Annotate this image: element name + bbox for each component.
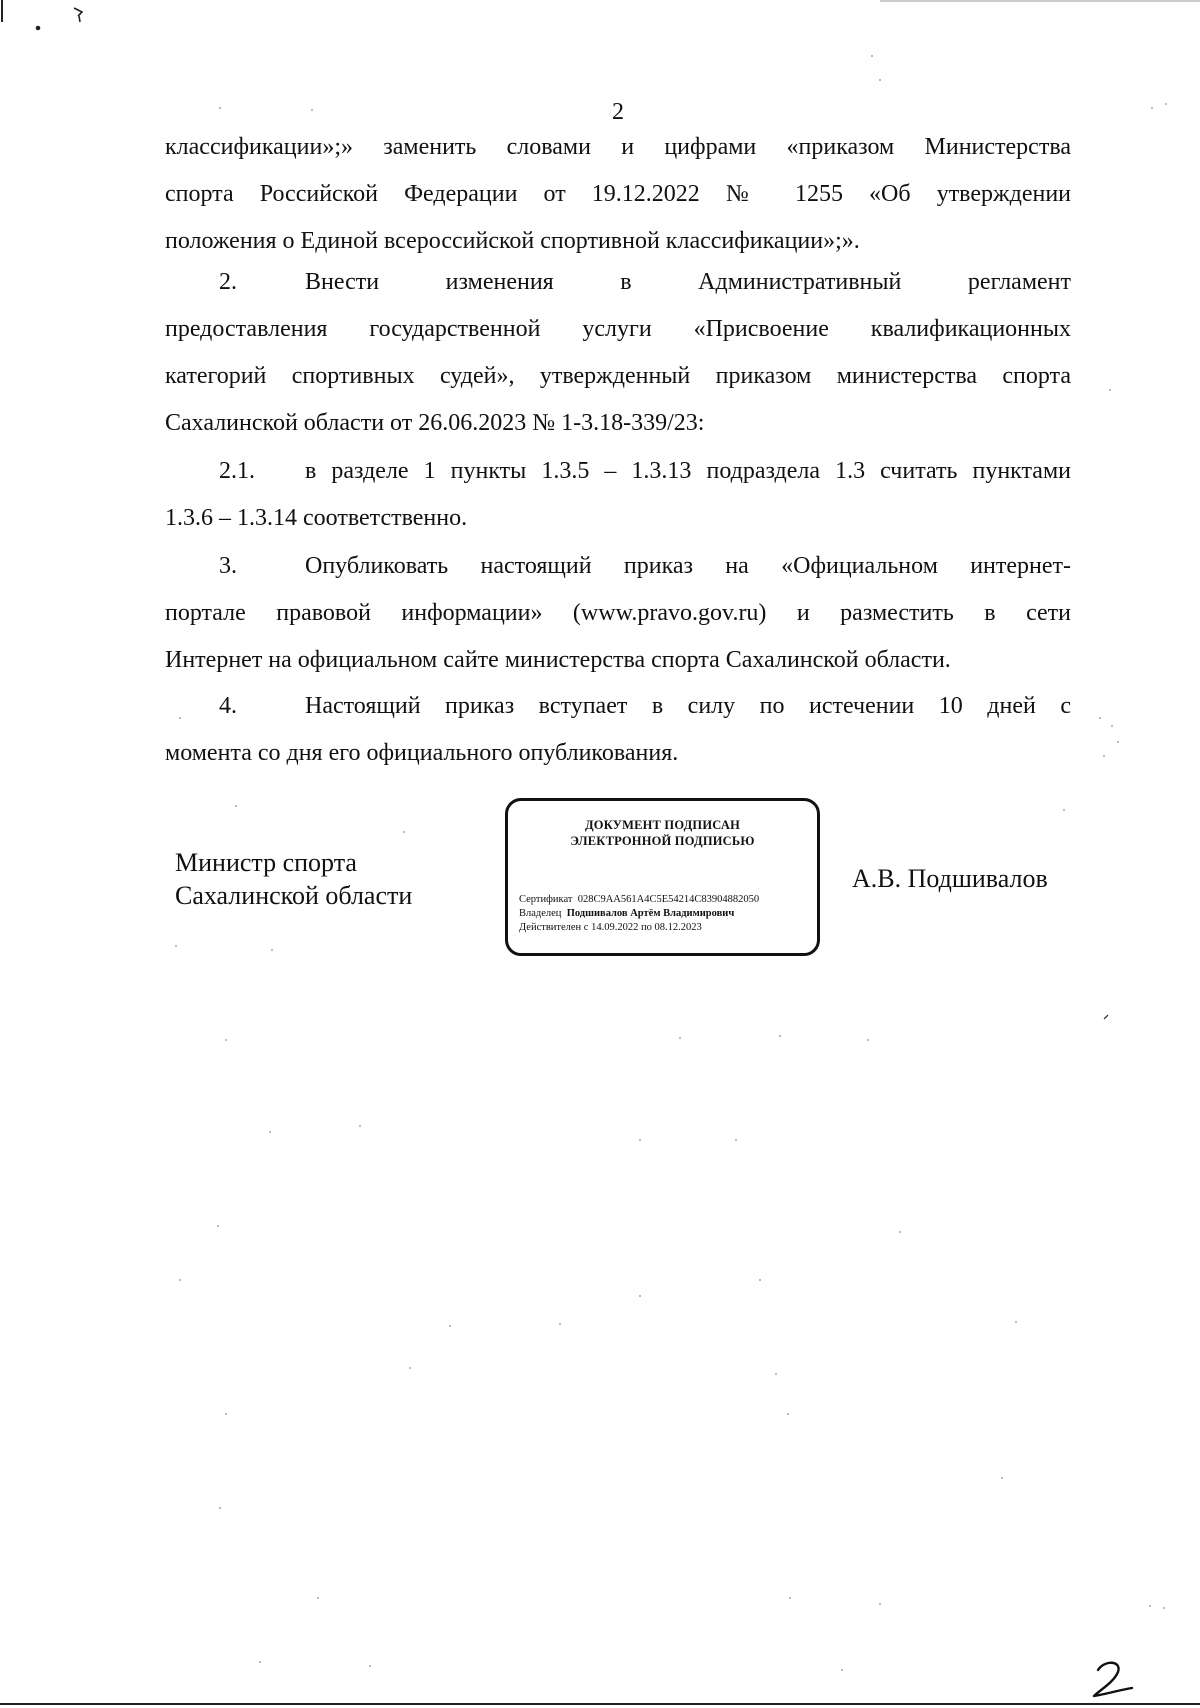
- stamp-validity: Действителен с 14.09.2022 по 08.12.2023: [519, 922, 702, 933]
- paragraph-4: [165, 683, 1071, 777]
- paragraph-3: [165, 543, 1071, 684]
- stamp-title-line-1: ДОКУМЕНТ ПОДПИСАН: [584, 818, 741, 832]
- stamp-certificate: [519, 893, 759, 907]
- paragraph-line: Интернет на официальном сайте министерства спорта Сахалинской области.: [165, 647, 951, 673]
- e-signature-stamp: [505, 798, 820, 956]
- paragraph-line: портале правовой информации» (www.pravo.gov.ru) и разместить в сети: [165, 600, 1071, 626]
- handwritten-page-mark: [1094, 1663, 1132, 1696]
- paragraph-line: Сахалинской области от 26.06.2023 № 1-3.18-339/23:: [165, 410, 705, 436]
- paragraph-line: [165, 259, 1071, 306]
- stamp-title: [508, 817, 817, 849]
- paragraph-line: момента со дня его официального опубликования.: [165, 740, 679, 766]
- paragraph-text: Внести изменения в Административный регламент: [305, 269, 1071, 295]
- paragraph-text: в разделе 1 пункты 1.3.5 – 1.3.13 подраздела 1.3 считать пунктами: [305, 458, 1071, 484]
- paragraph-text: Настоящий приказ вступает в силу по истечении 10 дней с: [305, 693, 1071, 719]
- paragraph-line: предоставления государственной услуги «Присвоение квалификационных: [165, 316, 1071, 342]
- paragraph-number: 2.1.: [219, 458, 255, 484]
- signatory-position-line-2: Сахалинской области: [175, 881, 413, 910]
- paragraph-text: Опубликовать настоящий приказ на «Официальном интернет-: [305, 553, 1071, 579]
- paragraph-1: [165, 124, 1071, 265]
- paragraph-line: [165, 448, 1071, 495]
- paragraph-line: категорий спортивных судей», утвержденный приказом министерства спорта: [165, 363, 1071, 389]
- paragraph-number: 3.: [219, 553, 237, 579]
- signatory-position-line-1: Министр спорта: [175, 848, 357, 877]
- paragraph-line: [165, 543, 1071, 590]
- stamp-certificate-value: 028C9AA561A4C5E54214C83904882050: [577, 894, 760, 905]
- stamp-details: [519, 893, 759, 935]
- paragraph-line: спорта Российской Федерации от 19.12.2022 № 1255 «Об утверждении: [165, 181, 1071, 207]
- paragraph-2: [165, 259, 1071, 447]
- paragraph-line: 1.3.6 – 1.3.14 соответственно.: [165, 505, 468, 531]
- stamp-owner-value: Подшивалов Артём Владимирович: [566, 908, 735, 919]
- paragraph-line: классификации»;» заменить словами и цифрами «приказом Министерства: [165, 134, 1071, 160]
- stamp-owner: [519, 907, 759, 921]
- paragraph-number: 2.: [219, 269, 237, 295]
- paragraph-number: 4.: [219, 693, 237, 719]
- paragraph-line: положения о Единой всероссийской спортивной классификации»;».: [165, 228, 860, 254]
- signatory-position: [175, 846, 412, 912]
- stamp-certificate-label: Сертификат: [519, 894, 573, 905]
- paragraph-line: [165, 683, 1071, 730]
- stamp-owner-label: Владелец: [519, 908, 562, 919]
- page-number: 2: [612, 99, 624, 125]
- stamp-title-line-2: ЭЛЕКТРОННОЙ ПОДПИСЬЮ: [570, 834, 755, 848]
- signer-name: А.В. Подшивалов: [852, 864, 1048, 893]
- paragraph-2-1: [165, 448, 1071, 542]
